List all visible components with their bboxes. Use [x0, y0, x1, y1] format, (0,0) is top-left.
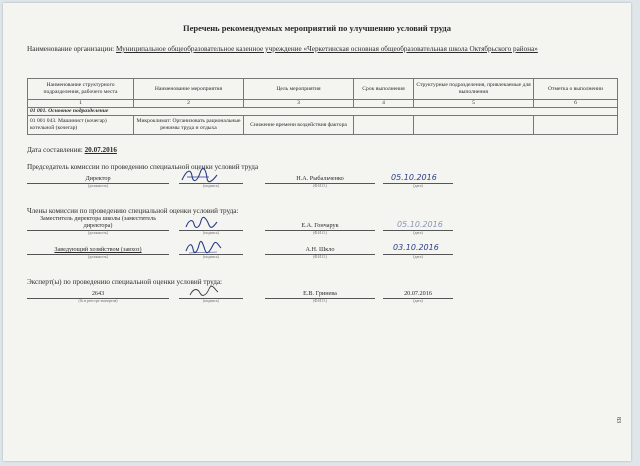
- member-date: 05.10.2016: [397, 220, 443, 229]
- organization-label: Наименование организации:: [27, 45, 115, 53]
- chairman-name: Н.А. Рыбальченко: [296, 175, 344, 182]
- chairman-heading: Председатель комиссии по проведению специальной оценки условий труда: [27, 163, 259, 171]
- column-number: 2: [134, 100, 244, 108]
- chairman-date: 05.10.2016: [391, 173, 437, 182]
- header-cell: Срок выполнения: [354, 79, 414, 100]
- department-name: 01 001. Основное подразделение: [28, 108, 618, 116]
- name-caption: (Ф.И.О.): [313, 231, 327, 235]
- column-number: 1: [28, 100, 134, 108]
- compiled-date-line: [27, 146, 117, 154]
- member-date: 03.10.2016: [393, 243, 439, 252]
- table-header-row: [28, 79, 618, 100]
- column-number: 4: [354, 100, 414, 108]
- signature-caption: (подпись): [203, 299, 219, 303]
- date-caption: (дата): [413, 299, 423, 303]
- column-number: 5: [414, 100, 534, 108]
- table-cell: [414, 116, 534, 135]
- name-caption: (Ф.И.О.): [313, 299, 327, 303]
- organization-name: Муниципальное общеобразовательное казенное учреждение «Черкетинская основная общеобразовательная школа Октябрьского района»: [115, 45, 538, 53]
- table-row: [28, 116, 618, 135]
- member-position: Заместитель директора школы (заместитель директора): [39, 215, 157, 229]
- position-caption: (должность): [88, 255, 108, 259]
- signature-caption: (подпись): [203, 231, 219, 235]
- signature-caption: (подпись): [203, 255, 219, 259]
- position-caption: (должность): [88, 184, 108, 188]
- header-cell: Цель мероприятия: [244, 79, 354, 100]
- compiled-date-label: Дата составления:: [27, 146, 83, 154]
- members-heading: Члены комиссии по проведению специальной оценки условий труда:: [27, 207, 239, 215]
- date-caption: (дата): [413, 231, 423, 235]
- measures-table: [27, 78, 618, 135]
- expert-date: 20.07.2016: [404, 290, 432, 297]
- header-cell: Наименование структурного подразделения, рабочего места: [28, 79, 134, 100]
- name-caption: (Ф.И.О.): [313, 255, 327, 259]
- column-number: 6: [534, 100, 618, 108]
- member-name: Е.А. Гончарук: [301, 222, 339, 229]
- member-position: Заведующий хозяйством (завхоз): [54, 246, 142, 253]
- document-title: Перечень рекомендуемых мероприятий по улучшению условий труда: [183, 23, 451, 33]
- member-name: А.Н. Шкло: [305, 246, 335, 253]
- department-row: [28, 108, 618, 116]
- document-page: [3, 3, 631, 461]
- table-cell: 01 001 043. Машинист (кочегар) котельной (кочегар): [28, 116, 134, 135]
- signature-caption: (подпись): [203, 184, 219, 188]
- reg-number-caption: (№ в реестре экспертов): [78, 299, 118, 303]
- position-caption: (должность): [88, 231, 108, 235]
- column-number: 3: [244, 100, 354, 108]
- page-marker: 83: [615, 417, 621, 423]
- header-cell: Отметка о выполнении: [534, 79, 618, 100]
- table-cell: [534, 116, 618, 135]
- header-cell: Структурные подразделения, привлекаемые для выполнения: [414, 79, 534, 100]
- expert-signature: [187, 284, 221, 299]
- header-cell: Наименование мероприятия: [134, 79, 244, 100]
- compiled-date-value: 20.07.2016: [84, 146, 117, 154]
- chairman-position: Директор: [85, 175, 111, 182]
- column-number-row: [28, 100, 618, 108]
- expert-reg-number: 2643: [91, 290, 105, 297]
- name-caption: (Ф.И.О.): [313, 184, 327, 188]
- date-caption: (дата): [413, 255, 423, 259]
- table-cell: Снижение времени воздействия фактора: [244, 116, 354, 135]
- organization-line: [27, 45, 597, 55]
- experts-heading: Эксперт(ы) по проведению специальной оценки условий труда:: [27, 278, 223, 286]
- date-caption: (дата): [413, 184, 423, 188]
- expert-name: Е.В. Гринева: [303, 290, 337, 297]
- table-cell: Микроклимат: Организовать рациональные режимы труда и отдыха: [134, 116, 244, 135]
- table-cell: [354, 116, 414, 135]
